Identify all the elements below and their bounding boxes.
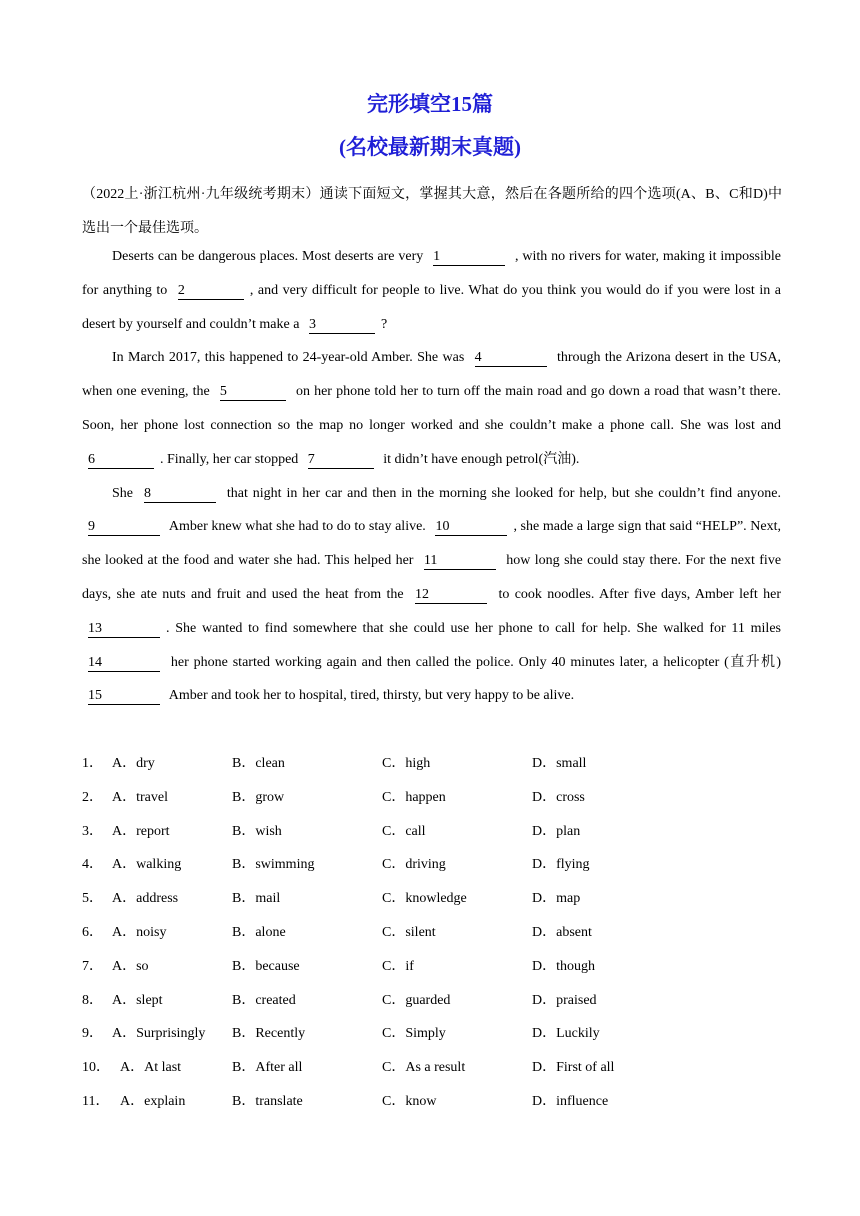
question-row [82, 1051, 782, 1085]
option-a[interactable]: A．travel [112, 789, 168, 805]
passage-text: In March 2017, this happened to 24-year-old Amber. She was [112, 350, 465, 366]
passage-text: She [112, 485, 133, 501]
option-c[interactable]: C．know [382, 1093, 437, 1109]
option-d[interactable]: D．though [532, 958, 595, 974]
question-number: 6． [82, 924, 103, 940]
option-d[interactable]: D．plan [532, 823, 581, 839]
question-row [82, 1017, 782, 1051]
question-row [82, 747, 782, 781]
instructions: （2022上·浙江杭州·九年级统考期末）通读下面短文，掌握其大意，然后在各题所给的四个选项(A、B、C和D)中选出一个最佳选项。 [82, 187, 782, 236]
page-subtitle: (名校最新期末真题) [339, 135, 521, 159]
option-d[interactable]: D．flying [532, 857, 590, 873]
passage-text: on her phone told her to turn off the main road and go down a road that wasn’t there. Soon, her phone lost connection so the map no longer worked and she couldn’t make a phone call. She was lost and [82, 384, 781, 433]
option-b[interactable]: B．clean [232, 756, 285, 771]
option-a[interactable]: A．so [112, 958, 149, 974]
blank-11: 11 [424, 553, 496, 570]
option-a[interactable]: A．address [112, 891, 179, 907]
option-a[interactable]: A．slept [112, 992, 163, 1008]
option-b[interactable]: B．alone [232, 924, 286, 940]
option-d[interactable]: D．Luckily [532, 1026, 600, 1042]
blank-14: 14 [88, 655, 160, 672]
option-d[interactable]: D．First of all [532, 1060, 615, 1076]
passage-text: through the Arizona desert in the USA, when one evening, the [82, 350, 782, 400]
blank-5: 5 [220, 384, 286, 401]
passage-text: to cook noodles. After five days, Amber left her [498, 586, 782, 602]
option-a[interactable]: A．report [112, 823, 170, 839]
question-row [82, 781, 782, 815]
option-b[interactable]: B．After all [232, 1060, 303, 1076]
paragraph-2 [82, 341, 781, 476]
blank-7: 7 [308, 452, 374, 469]
paragraph-3 [82, 477, 781, 714]
question-number: 3． [82, 823, 103, 839]
option-a[interactable]: A．noisy [112, 924, 167, 940]
option-b[interactable]: B．translate [232, 1093, 303, 1109]
option-c[interactable]: C．driving [382, 857, 446, 873]
option-c[interactable]: C．call [382, 823, 426, 839]
passage-text: Amber knew what she had to do to stay alive. [168, 519, 426, 535]
passage [82, 240, 781, 713]
page-title: 完形填空15篇 [367, 92, 493, 116]
question-row [82, 848, 782, 882]
option-d[interactable]: D．influence [532, 1093, 609, 1109]
blank-12: 12 [415, 587, 487, 604]
option-c[interactable]: C．Simply [382, 1026, 446, 1042]
passage-text: her phone started working again and then called the police. Only 40 minutes later, a helicopter (直升机) [170, 654, 782, 670]
blank-15: 15 [88, 688, 160, 705]
passage-text: ? [380, 316, 388, 332]
option-d[interactable]: D．map [532, 891, 581, 907]
option-a[interactable]: A．walking [112, 857, 182, 873]
option-d[interactable]: D．praised [532, 992, 597, 1008]
blank-13: 13 [88, 621, 160, 638]
option-c[interactable]: C．guarded [382, 992, 451, 1008]
option-a[interactable]: A．explain [120, 1093, 186, 1109]
passage-text: it didn’t have enough petrol(汽油). [383, 451, 580, 467]
blank-4: 4 [475, 350, 547, 367]
question-number: 2． [82, 789, 103, 805]
option-b[interactable]: B．created [232, 992, 296, 1008]
option-a[interactable]: A．At last [120, 1060, 182, 1076]
paragraph-1 [82, 240, 781, 341]
question-row [82, 984, 782, 1018]
blank-8: 8 [144, 486, 216, 503]
option-c[interactable]: C．knowledge [382, 891, 467, 907]
question-number: 1． [82, 756, 103, 771]
option-c[interactable]: C．silent [382, 924, 436, 940]
passage-text: Deserts can be dangerous places. Most deserts are very [112, 249, 424, 264]
question-number: 11． [82, 1093, 110, 1109]
passage-text: Amber and took her to hospital, tired, thirsty, but very happy to be alive. [168, 688, 575, 704]
passage-text: , she made a large sign that said “HELP”. Next, she looked at the food and water she had. This helped her [82, 519, 781, 569]
question-number: 8． [82, 992, 103, 1008]
question-number: 4． [82, 857, 103, 873]
blank-9: 9 [88, 519, 160, 536]
question-number: 9． [82, 1026, 103, 1042]
passage-text: that night in her car and then in the morning she looked for help, but she couldn’t find anyone. [226, 485, 782, 501]
option-c[interactable]: C．As a result [382, 1060, 466, 1076]
option-c[interactable]: C．if [382, 958, 414, 974]
option-b[interactable]: B．grow [232, 789, 285, 805]
option-d[interactable]: D．small [532, 756, 587, 771]
passage-text: . Finally, her car stopped [160, 451, 299, 467]
option-b[interactable]: B．Recently [232, 1026, 306, 1042]
blank-3: 3 [309, 317, 375, 334]
option-c[interactable]: C．high [382, 756, 431, 771]
question-row [82, 815, 782, 849]
blank-6: 6 [88, 452, 154, 469]
question-row [82, 882, 782, 916]
passage-text: how long she could stay there. For the next five days, she ate nuts and fruit and used the heat from the [82, 553, 782, 602]
blank-10: 10 [435, 519, 507, 536]
question-number: 10． [82, 1060, 110, 1076]
question-number: 7． [82, 958, 103, 974]
passage-text: . She wanted to find somewhere that she could use her phone to call for help. She walked for 11 miles [166, 620, 781, 636]
option-b[interactable]: B．mail [232, 891, 281, 907]
question-list [82, 747, 782, 1119]
option-b[interactable]: B．swimming [232, 857, 315, 873]
option-a[interactable]: A．Surprisingly [112, 1026, 206, 1042]
option-d[interactable]: D．cross [532, 789, 585, 805]
option-c[interactable]: C．happen [382, 789, 446, 805]
question-row [82, 1085, 782, 1119]
question-row [82, 950, 782, 984]
question-row [82, 916, 782, 950]
blank-2: 2 [178, 283, 244, 300]
option-b[interactable]: B．because [232, 958, 300, 974]
passage-text: , and very difficult for people to live. What do you think you would do if you were lost in a desert by yourself and couldn’t make a [82, 282, 782, 332]
option-d[interactable]: D．absent [532, 924, 592, 940]
blank-1: 1 [433, 249, 505, 266]
question-number: 5． [82, 891, 103, 907]
option-a[interactable]: A．dry [112, 756, 155, 771]
option-b[interactable]: B．wish [232, 823, 282, 839]
passage-text: , with no rivers for water, making it impossible for anything to [82, 249, 782, 298]
